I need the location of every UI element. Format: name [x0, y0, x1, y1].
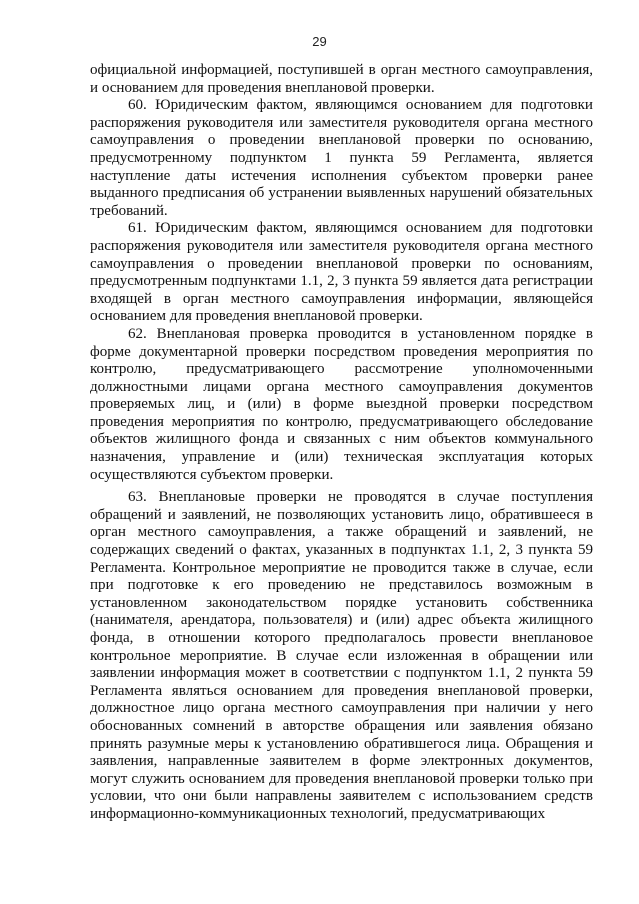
page-number: 29 — [312, 34, 327, 49]
paragraph-continuation: официальной информацией, поступившей в орган местного самоуправления, и основанием для проведения внеплановой проверки. — [90, 62, 593, 96]
paragraph-60: 60. Юридическим фактом, являющимся основанием для подготовки распоряжения руководителя или заместителя руководителя органа местного самоуправления о проведении внеплановой проверки по основанию, предусмотренному подпунктом 1 пункта 59 Регламента, является наступление даты истечения исполнения субъектом проверки ранее выданного предписания об устранении выявленных нарушений обязательных требований. — [90, 97, 593, 219]
document-body — [90, 62, 593, 824]
paragraph-62: 62. Внеплановая проверка проводится в установленном порядке в форме документарной проверки посредством проведения мероприятия по контролю, предусматривающего рассмотрение уполномоченными должностными лицами органа местного самоуправления документов проверяемых лиц, и (или) в форме выездной проверки посредством проведения мероприятия по контролю, предусматривающего обследование объектов жилищного фонда и связанных с ним объектов коммунального назначения, управление и (или) техническая эксплуатация которых осуществляются субъектом проверки. — [90, 325, 593, 483]
paragraph-61: 61. Юридическим фактом, являющимся основанием для подготовки распоряжения руководителя или заместителя руководителя органа местного самоуправления о проведении внеплановой проверки по основаниям, предусмотренным подпунктами 1.1, 2, 3 пункта 59 является дата регистрации входящей в орган местного самоуправления информации, являющейся основанием для проведения внеплановой проверки. — [90, 220, 593, 325]
paragraph-63: 63. Внеплановые проверки не проводятся в случае поступления обращений и заявлений, не позволяющих установить лицо, обратившееся в орган местного самоуправления, а также обращений и заявлений, не содержащих сведений о фактах, указанных в подпунктах 1.1, 2, 3 пункта 59 Регламента. Контрольное мероприятие не проводится также в случае, если при подготовке к его проведению не представилось возможным в установленном законодательством порядке установить собственника (нанимателя, арендатора, пользователя) и (или) адрес объекта жилищного фонда, в отношении которого предполагалось провести внеплановое контрольное мероприятие. В случае если изложенная в обращении или заявлении информация может в соответствии с подпунктом 1.1, 2 пункта 59 Регламента являться основанием для проведения внеплановой проверки, должностное лицо органа местного самоуправления при наличии у него обоснованных сомнений в авторстве обращения или заявления обязано принять разумные меры к установлению обратившегося лица. Обращения и заявления, направленные заявителем в форме электронных документов, могут служить основанием для проведения внеплановой проверки только при условии, что они были направлены заявителем с использованием средств информационно-коммуникационных технологий, предусматривающих — [90, 489, 593, 822]
